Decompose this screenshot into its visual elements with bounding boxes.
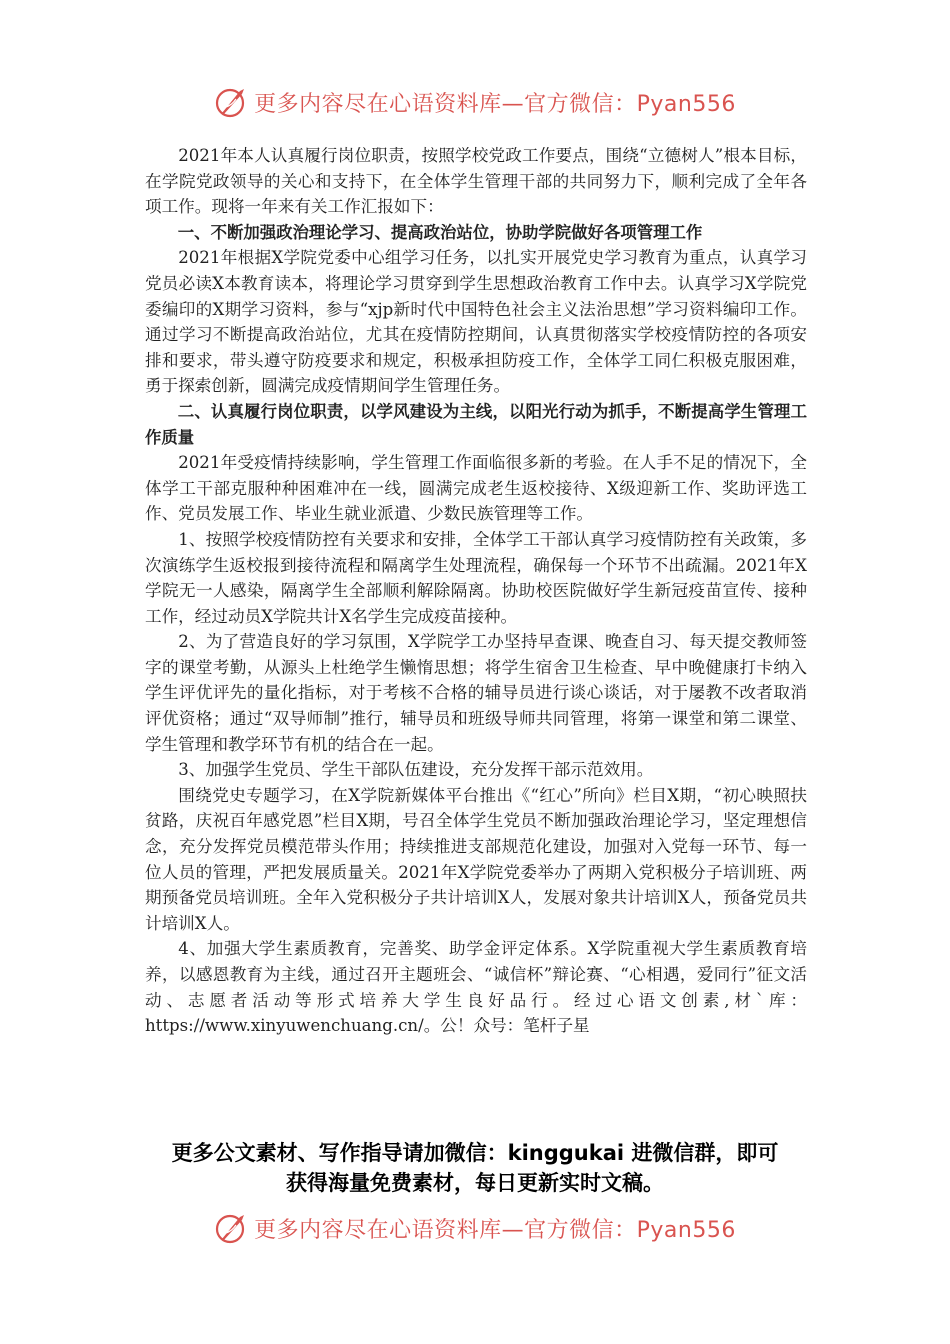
quill-pen-icon — [214, 1211, 250, 1245]
paragraph-item-1: 1、按照学校疫情防控有关要求和安排，全体学工干部认真学习疫情防控有关政策，多次演练学生返校报到接待流程和隔离学生处理流程，确保每一个环节不出疏漏。2021年X学院无一人感染，隔离学生全部顺利解除隔离。协助校医院做好学生新冠疫苗宣传、接种工作，经过动员X学院共计X名学生完成疫苗接种。 — [145, 529, 807, 626]
document-body — [145, 143, 807, 1039]
paragraph-item-2: 2、为了营造良好的学习氛围，X学院学工办坚持早查课、晚查自习、每天提交教师签字的课堂考勤，从源头上杜绝学生懒惰思想；将学生宿舍卫生检查、早中晚健康打卡纳入学生评优评先的量化指标，对于考核不合格的辅导员进行谈心谈话，对于屡教不改者取消评优资格；通过“双导师制”推行，辅导员和班级导师共同管理，将第一课堂和第二课堂、学生管理和教学环节有机的结合在一起。 — [145, 632, 807, 754]
header-banner — [0, 82, 950, 122]
paragraph: 2021年受疫情持续影响，学生管理工作面临很多新的考验。在人手不足的情况下，全体学工干部克服种种困难冲在一线，圆满完成老生返校接待、X级迎新工作、奖助评选工作、党员发展工作、毕业生就业派遣、少数民族管理等工作。 — [145, 453, 807, 524]
paragraph-item-4: 4、加强大学生素质教育，完善奖、助学金评定体系。X学院重视大学生素质教育培养，以感恩教育为主线，通过召开主题班会、“诚信杯”辩论赛、“心相遇，爱同行”征文活动、志愿者活动等形式培养大学生良好品行。经过心语文创素,材`库：https://www.xinyuwenchuang.cn/。公！众号：笔杆子星 — [145, 939, 807, 1036]
promo-note — [0, 1138, 950, 1198]
banner-text: 更多内容尽在心语资料库—官方微信：Pyan556 — [254, 91, 736, 117]
promo-line-2: 获得海量免费素材，每日更新实时文稿。 — [286, 1171, 664, 1195]
section-heading-1: 一、不断加强政治理论学习、提高政治站位，协助学院做好各项管理工作 — [177, 222, 703, 242]
section-heading-2: 二、认真履行岗位职责，以学风建设为主线，以阳光行动为抓手，不断提高学生管理工作质量 — [145, 401, 807, 447]
paragraph: 围绕党史专题学习，在X学院新媒体平台推出《“红心”所向》栏目X期，“初心映照扶贫路，庆祝百年感党恩”栏目X期，号召全体学生党员不断加强政治理论学习，坚定理想信念，充分发挥党员模范带头作用；持续推进支部规范化建设，加强对入党每一环节、每一位人员的管理，严把发展质量关。2021年X学院党委举办了两期入党积极分子培训班、两期预备党员培训班。全年入党积极分子共计培训X人，发展对象共计培训X人，预备党员共计培训X人。 — [145, 785, 807, 933]
paragraph-item-3: 3、加强学生党员、学生干部队伍建设，充分发挥干部示范效用。 — [178, 760, 654, 780]
quill-pen-icon — [214, 85, 250, 119]
paragraph: 2021年根据X学院党委中心组学习任务，以扎实开展党史学习教育为重点，认真学习党员必读X本教育读本，将理论学习贯穿到学生思想政治教育工作中去。认真学习X学院党委编印的X期学习资料，参与“xjp新时代中国特色社会主义法治思想”学习资料编印工作。通过学习不断提高政治站位，尤其在疫情防控期间，认真贯彻落实学校疫情防控的各项安排和要求，带头遵守防疫要求和规定，积极承担防疫工作，全体学工同仁积极克服困难，勇于探索创新，圆满完成疫情期间学生管理任务。 — [145, 248, 807, 396]
footer-banner — [0, 1208, 950, 1248]
banner-text: 更多内容尽在心语资料库—官方微信：Pyan556 — [254, 1217, 736, 1243]
promo-line-1: 更多公文素材、写作指导请加微信：kinggukai 进微信群，即可 — [171, 1141, 779, 1165]
paragraph-intro: 2021年本人认真履行岗位职责，按照学校党政工作要点，围绕“立德树人”根本目标，在学院党政领导的关心和支持下，在全体学生管理干部的共同努力下，顺利完成了全年各项工作。现将一年来有关工作汇报如下： — [145, 146, 807, 217]
